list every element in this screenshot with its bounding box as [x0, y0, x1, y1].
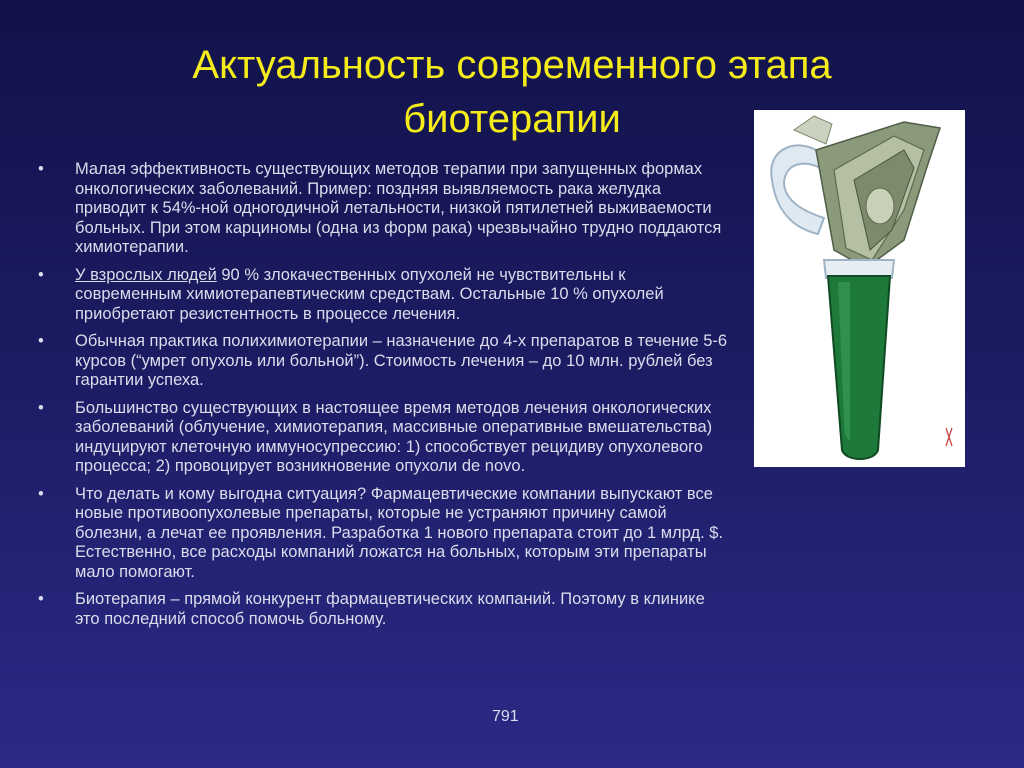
bullet-text: Малая эффективность существующих методов терапии при запущенных формах онкологических заболеваний. Пример: поздняя выявляемость рака желудка приводит к 54%-ной одногодичной летальности, низкой пятилетней выживаемости больных. При этом карциномы (одна из форм рака) чрезвычайно трудно поддаются химиотерапии. [75, 160, 722, 256]
bullet-text: Большинство существующих в настоящее время методов лечения онкологических заболеваний (облучение, химиотерапия, массивные оперативные вмешательства) индуцируют клеточную иммуносупрессию: 1) способствует рецидиву опухолевого процесса; 2) провоцирует возникновение опухоли de novo. [75, 398, 713, 475]
slide-title-line-1: Актуальность современного этапа [192, 43, 832, 87]
bullet-item [38, 485, 730, 583]
bullet-marker: • [38, 398, 44, 417]
bullet-text: Обычная практика полихимиотерапии – назначение до 4-х препаратов в течение 5-6 курсов (“умрет опухоль или больной”). Стоимость лечения – до 10 млн. рублей без гарантии успеха. [75, 332, 728, 389]
bullet-item [38, 332, 730, 391]
bullet-text: Биотерапия – прямой конкурент фармацевтических компаний. Поэтому в клинике это последний способ помочь больному. [75, 590, 705, 628]
bullet-item [38, 590, 730, 629]
bullet-text: 90 % злокачественных опухолей не чувствительны к современным химиотерапевтическим средствам. Остальные 10 % опухолей приобретают резистентность в процессе лечения. [75, 265, 664, 323]
test-tube-icon [828, 276, 890, 459]
bullet-item [38, 160, 730, 258]
slide-title-line-2: биотерапии [403, 97, 621, 141]
bullet-item [38, 399, 730, 477]
test-tube-money-illustration [754, 110, 965, 467]
bullet-marker: • [38, 484, 44, 503]
page-number: 791 [492, 708, 519, 725]
bullet-marker: • [38, 160, 44, 178]
bullet-marker: • [38, 590, 44, 608]
tube-cap-icon [771, 145, 824, 234]
bullet-marker: • [38, 265, 44, 284]
bullet-text: Что делать и кому выгодна ситуация? Фармацевтические компании выпускают все новые противоопухолевые препараты, которые не устраняют причину самой болезни, а лечат ее проявления. Разработка 1 нового препарата стоит до 1 млрд. $. Естественно, все расходы компаний ложатся на больных, которым эти препараты мало помогают. [75, 484, 724, 581]
bullet-list [38, 160, 730, 637]
bullet-item [38, 266, 730, 325]
test-tube-money-image [754, 110, 965, 467]
bullet-underlined-text: У взрослых людей [75, 265, 217, 284]
bullet-marker: • [38, 332, 44, 350]
